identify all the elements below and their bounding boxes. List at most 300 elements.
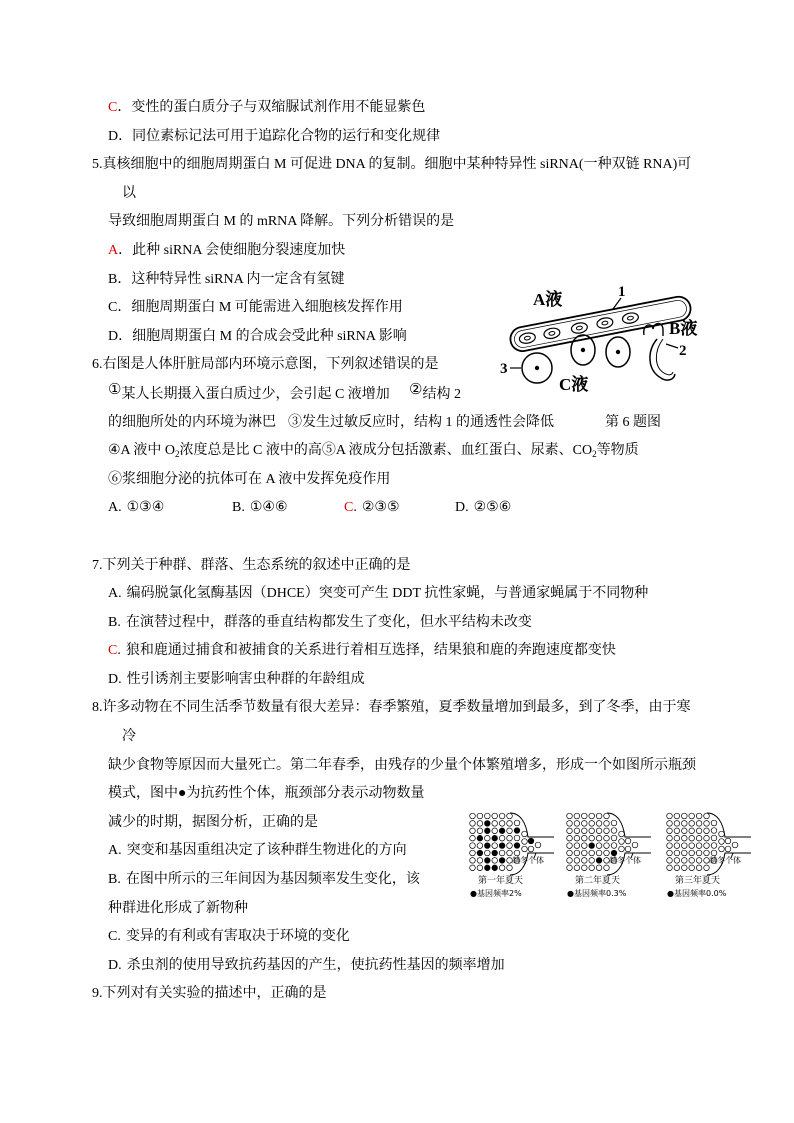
statement-2-start — [409, 380, 461, 410]
individual-dot — [604, 813, 610, 819]
bottleneck-diagram — [468, 812, 554, 876]
option-text: ②③⑤ — [361, 500, 400, 516]
individual-dot — [499, 821, 505, 827]
individual-dot — [682, 865, 688, 871]
individual-dot — [704, 865, 710, 871]
option-text: 变性的蛋白质分子与双缩脲试剂作用不能显紫色 — [131, 100, 426, 115]
individual-dot — [689, 828, 695, 834]
individual-dot — [604, 821, 610, 827]
individual-dot — [667, 865, 673, 871]
statement-5-subscript: 2 — [592, 449, 597, 460]
individual-dot — [674, 813, 680, 819]
individual-dot — [589, 828, 595, 834]
label-a-fluid: A液 — [533, 290, 563, 309]
option-separator: ． — [117, 100, 132, 115]
option-text: 此种 siRNA 会使细胞分裂速度加快 — [132, 242, 346, 258]
individual-dot — [611, 828, 617, 834]
individual-dot — [704, 850, 710, 856]
individual-dot — [682, 813, 688, 819]
option-text: 同位素标记法可用于追踪化合物的运行和变化规律 — [132, 128, 441, 144]
individual-dot — [689, 858, 695, 864]
statement-4-a: ④A 液中 O — [108, 443, 175, 459]
option-separator: . — [117, 929, 121, 945]
bottleneck-diagram — [665, 812, 751, 876]
individual-dot — [499, 835, 505, 841]
individual-dot — [604, 850, 610, 856]
option-letter: D — [455, 500, 466, 516]
individual-dot — [704, 821, 710, 827]
option-separator: . — [117, 643, 121, 659]
individual-dot — [567, 835, 573, 841]
individual-dot — [596, 865, 602, 871]
q6-statements-line-3 — [0, 437, 794, 466]
individual-dot — [477, 828, 483, 834]
option-text: 在图中所示的三年间因为基因频率发生变化，该 — [125, 872, 420, 888]
individual-dot — [696, 850, 702, 856]
option-separator: . — [118, 957, 122, 973]
individual-dot — [567, 850, 573, 856]
individual-dot — [682, 858, 688, 864]
option-letter: D — [108, 328, 119, 344]
q8-option-d — [0, 952, 794, 981]
individual-dot — [507, 850, 513, 856]
resistant-individual-dot — [485, 858, 491, 864]
individual-dot — [492, 821, 498, 827]
individual-dot — [477, 813, 483, 819]
individual-dot — [514, 850, 520, 856]
red-blood-cell — [571, 322, 589, 335]
individual-dot — [477, 865, 483, 871]
individual-dot — [567, 858, 573, 864]
liver-internal-environment-diagram — [498, 282, 698, 397]
individual-dot — [492, 843, 498, 849]
option-letter: B — [108, 872, 118, 888]
individual-dot — [507, 865, 513, 871]
q7-option-d — [0, 666, 794, 695]
individual-dot — [611, 820, 617, 826]
option-letter: C — [108, 100, 118, 115]
q9-stem: 9.下列对有关实验的描述中，正确的是 — [92, 986, 327, 1002]
overwintering-label: 越冬个体 — [709, 856, 741, 865]
individual-dot — [522, 839, 528, 845]
individual-dot — [492, 828, 498, 834]
q5-stem-line-1: 5.真核细胞中的细胞周期蛋白 M 可促进 DNA 的复制。细胞中某种特异性 siRNA(一种双链 RNA)可 — [92, 157, 692, 173]
individual-dot — [725, 838, 731, 844]
q6-option-a — [108, 494, 164, 523]
individual-dot — [470, 828, 476, 834]
individual-dot — [477, 821, 483, 827]
individual-dot — [667, 821, 673, 827]
option-separator: . — [465, 500, 469, 516]
individual-dot — [567, 843, 573, 849]
individual-dot — [704, 835, 710, 841]
individual-dot — [582, 858, 588, 864]
individual-dot — [725, 846, 731, 852]
q6-option-b — [232, 494, 288, 523]
option-letter: D — [108, 957, 119, 973]
option-letter: D — [108, 671, 119, 687]
option-letter: A — [108, 843, 119, 859]
individual-dot — [499, 865, 505, 871]
label-c-fluid: C液 — [559, 375, 589, 394]
option-letter: D — [108, 128, 119, 144]
individual-dot — [674, 843, 680, 849]
cell-nucleus — [616, 350, 620, 354]
individual-dot — [704, 843, 710, 849]
individual-dot — [574, 850, 580, 856]
individual-dot — [589, 850, 595, 856]
option-separator: ． — [117, 271, 132, 287]
individual-dot — [689, 813, 695, 819]
individual-dot — [470, 850, 476, 856]
q6-statements-line-2 — [0, 409, 794, 438]
resistant-individual-dot — [514, 843, 520, 849]
individual-dot — [689, 850, 695, 856]
option-separator: ． — [118, 242, 133, 258]
statement-3: ③发生过敏反应时，结构 1 的通透性会降低 — [288, 414, 554, 430]
option-text: 在演替过程中，群落的垂直结构都发生了变化，但水平结构未改变 — [125, 614, 532, 630]
statement-2-text: 结构 2 — [422, 386, 461, 402]
option-separator: . — [353, 500, 357, 516]
blank-line — [0, 523, 794, 552]
individual-dot — [567, 828, 573, 834]
individual-dot — [667, 850, 673, 856]
q5-option-a — [0, 237, 794, 266]
individual-dot — [567, 813, 573, 819]
q8-option-b-continued: 种群进化形成了新物种 — [108, 900, 248, 916]
individual-dot — [689, 835, 695, 841]
q8-stem-line-4: 模式，图中●为抗药性个体，瓶颈部分表示动物数量 — [108, 786, 425, 802]
option-letter: C — [108, 929, 118, 945]
statement-5-b: 等物质 — [596, 443, 639, 459]
resistant-individual-dot — [492, 865, 498, 871]
resistant-individual-dot — [611, 850, 617, 856]
individual-dot — [696, 813, 702, 819]
individual-dot — [696, 865, 702, 871]
option-separator: . — [118, 671, 122, 687]
individual-dot — [574, 865, 580, 871]
figure-6-caption: 第 6 题图 — [605, 414, 661, 430]
individual-dot — [674, 835, 680, 841]
individual-dot — [696, 835, 702, 841]
option-separator: . — [117, 614, 121, 630]
individual-dot — [682, 850, 688, 856]
resistant-individual-dot — [514, 828, 520, 834]
individual-dot — [582, 821, 588, 827]
red-blood-cell — [596, 317, 614, 330]
red-blood-cell — [622, 312, 640, 325]
q7-option-b — [0, 609, 794, 638]
individual-dot — [582, 828, 588, 834]
individual-dot — [711, 850, 717, 856]
individual-dot — [732, 842, 738, 848]
bottleneck-panel-year-3 — [665, 812, 755, 904]
individual-dot — [596, 835, 602, 841]
individual-dot — [667, 828, 673, 834]
q8-stem-line-3: 缺少食物等原因而大量死亡。第二年春季，由残存的少量个体繁殖增多，形成一个如图所示瓶颈 — [108, 757, 696, 773]
individual-dot — [667, 835, 673, 841]
resistant-individual-dot — [492, 835, 498, 841]
individual-dot — [674, 865, 680, 871]
individual-dot — [492, 813, 498, 819]
individual-dot — [682, 843, 688, 849]
individual-dot — [596, 821, 602, 827]
individual-dot — [696, 828, 702, 834]
q6-option-c — [344, 494, 400, 523]
statement-1-mark: ① — [108, 381, 122, 398]
option-text: 突变和基因重组决定了该种群生物进化的方向 — [126, 843, 407, 859]
label-structure-1: 1 — [618, 284, 626, 300]
summer-label: 第二年夏天 — [575, 876, 621, 886]
option-text: 编码脱氯化氢酶基因（DHCE）突变可产生 DDT 抗性家蝇，与普通家蝇属于不同物种 — [126, 586, 649, 602]
individual-dot — [582, 850, 588, 856]
q8-stem-line-1: 8.许多动物在不同生活季节数量有很大差异：春季繁殖，夏季数量增加到最多，到了冬季，由于寒 — [92, 700, 691, 716]
individual-dot — [477, 858, 483, 864]
gene-frequency-label: ●基因频率2% — [470, 889, 522, 898]
individual-dot — [667, 858, 673, 864]
q7-option-a — [0, 580, 794, 609]
individual-dot — [507, 828, 513, 834]
individual-dot — [574, 843, 580, 849]
individual-dot — [582, 835, 588, 841]
cell-nucleus — [581, 348, 585, 352]
option-letter: C — [108, 300, 118, 316]
individual-dot — [470, 821, 476, 827]
overwintering-label: 越冬个体 — [512, 856, 544, 865]
individual-dot — [696, 858, 702, 864]
resistant-individual-dot — [528, 838, 534, 844]
q8-stem-line-2: 冷 — [122, 729, 136, 745]
individual-dot — [689, 865, 695, 871]
resistant-individual-dot — [485, 821, 491, 827]
individual-dot — [470, 813, 476, 819]
label-structure-3: 3 — [500, 361, 508, 377]
individual-dot — [719, 846, 725, 852]
resistant-individual-dot — [492, 850, 498, 856]
option-text: ①③④ — [126, 500, 165, 516]
statement-4-b: 浓度总是比 C 液中的高 — [179, 443, 322, 459]
statement-5-a: ⑤A 液成分包括激素、血红蛋白、尿素、CO — [321, 443, 593, 459]
resistant-individual-dot — [499, 828, 505, 834]
option-text: ①④⑥ — [249, 500, 288, 516]
individual-dot — [535, 842, 541, 848]
individual-dot — [604, 865, 610, 871]
individual-dot — [507, 843, 513, 849]
resistant-individual-dot — [596, 858, 602, 864]
individual-dot — [696, 843, 702, 849]
option-text: 细胞周期蛋白 M 的合成会受此种 siRNA 影响 — [132, 328, 407, 344]
resistant-individual-dot — [485, 828, 491, 834]
option-letter: B — [108, 271, 118, 287]
individual-dot — [507, 821, 513, 827]
individual-dot — [604, 835, 610, 841]
bottleneck-panel-year-1 — [468, 812, 558, 904]
option-separator: ． — [118, 128, 133, 144]
lymph-vessel-structure-2-inner — [656, 339, 673, 375]
individual-dot — [682, 821, 688, 827]
individual-dot — [596, 813, 602, 819]
label-structure-2: 2 — [679, 343, 687, 359]
individual-dot — [492, 858, 498, 864]
individual-dot — [574, 821, 580, 827]
individual-dot — [604, 843, 610, 849]
individual-dot — [619, 839, 625, 845]
individual-dot — [596, 843, 602, 849]
summer-label: 第一年夏天 — [478, 876, 524, 886]
individual-dot — [611, 843, 617, 849]
individual-dot — [470, 843, 476, 849]
individual-dot — [514, 835, 520, 841]
statement-4-subscript: 2 — [175, 449, 180, 460]
q6-options — [0, 494, 794, 523]
individual-dot — [667, 813, 673, 819]
option-separator: ． — [117, 300, 132, 316]
q7-option-c — [0, 637, 794, 666]
bottleneck-panel-year-2 — [565, 812, 655, 904]
individual-dot — [514, 820, 520, 826]
individual-dot — [704, 828, 710, 834]
q5-stem-line-2: 以 — [122, 185, 136, 201]
individual-dot — [682, 835, 688, 841]
option-text: 这种特异性 siRNA 内一定含有氢键 — [131, 271, 345, 287]
option-letter: A — [108, 586, 119, 602]
bottleneck-diagram — [565, 812, 651, 876]
individual-dot — [499, 813, 505, 819]
red-blood-cell — [543, 327, 561, 340]
q6-stem: 6.右图是人体肝脏局部内环境示意图，下列叙述错误的是 — [92, 357, 439, 373]
individual-dot — [589, 858, 595, 864]
option-text: 变异的有利或有害取决于环境的变化 — [125, 929, 350, 945]
option-letter: C — [344, 500, 354, 516]
individual-dot — [619, 846, 625, 852]
q5-stem-line-3: 导致细胞周期蛋白 M 的 mRNA 降解。下列分析错误的是 — [108, 214, 455, 230]
individual-dot — [589, 813, 595, 819]
q4-option-d — [0, 123, 794, 152]
option-text: 细胞周期蛋白 M 可能需进入细胞核发挥作用 — [131, 300, 403, 316]
resistant-individual-dot — [499, 843, 505, 849]
statement-2-mark: ② — [409, 381, 423, 398]
label-b-fluid: B液 — [669, 319, 698, 338]
individual-dot — [485, 850, 491, 856]
individual-dot — [611, 835, 617, 841]
option-text: 杀虫剂的使用导致抗药基因的产生，使抗药性基因的频率增加 — [126, 957, 505, 973]
resistant-individual-dot — [589, 843, 595, 849]
individual-dot — [470, 835, 476, 841]
individual-dot — [470, 858, 476, 864]
option-separator: . — [118, 586, 122, 602]
individual-dot — [485, 835, 491, 841]
option-separator: . — [118, 843, 122, 859]
individual-dot — [674, 858, 680, 864]
individual-dot — [711, 820, 717, 826]
individual-dot — [499, 850, 505, 856]
individual-dot — [574, 858, 580, 864]
individual-dot — [719, 831, 725, 837]
option-text: 狼和鹿通过捕食和被捕食的关系进行着相互选择，结果狼和鹿的奔跑速度都变快 — [125, 643, 616, 659]
option-letter: B — [108, 614, 118, 630]
overwintering-label: 越冬个体 — [609, 856, 641, 865]
individual-dot — [674, 850, 680, 856]
individual-dot — [522, 831, 528, 837]
statement-2-continued: 的细胞所处的内环境为淋巴 — [108, 414, 276, 430]
individual-dot — [485, 813, 491, 819]
option-letter: C — [108, 643, 118, 659]
summer-label: 第三年夏天 — [675, 876, 721, 886]
individual-dot — [522, 846, 528, 852]
individual-dot — [589, 835, 595, 841]
individual-dot — [528, 846, 534, 852]
gene-frequency-label: ●基因频率0.3% — [567, 889, 627, 898]
individual-dot — [711, 835, 717, 841]
individual-dot — [711, 843, 717, 849]
individual-dot — [689, 821, 695, 827]
gene-frequency-label: ●基因频率0.0% — [667, 889, 727, 898]
red-blood-cell — [519, 332, 537, 345]
option-separator: . — [118, 500, 122, 516]
resistant-individual-dot — [499, 858, 505, 864]
q8-option-c — [0, 923, 794, 952]
individual-dot — [619, 831, 625, 837]
individual-dot — [682, 828, 688, 834]
individual-dot — [625, 838, 631, 844]
option-letter: B — [232, 500, 242, 516]
individual-dot — [574, 828, 580, 834]
individual-dot — [582, 843, 588, 849]
option-separator: ． — [118, 328, 133, 344]
option-separator: . — [241, 500, 245, 516]
individual-dot — [704, 813, 710, 819]
individual-dot — [696, 821, 702, 827]
individual-dot — [596, 828, 602, 834]
individual-dot — [689, 843, 695, 849]
option-text: 性引诱剂主要影响害虫种群的年龄组成 — [126, 671, 365, 687]
individual-dot — [567, 821, 573, 827]
individual-dot — [470, 865, 476, 871]
individual-dot — [574, 813, 580, 819]
individual-dot — [477, 843, 483, 849]
individual-dot — [507, 835, 513, 841]
option-letter: A — [108, 500, 119, 516]
individual-dot — [674, 828, 680, 834]
individual-dot — [596, 850, 602, 856]
individual-dot — [711, 828, 717, 834]
individual-dot — [507, 813, 513, 819]
individual-dot — [589, 821, 595, 827]
q7-stem: 7.下列关于种群、群落、生态系统的叙述中正确的是 — [92, 557, 411, 573]
option-letter: A — [108, 242, 119, 258]
q8-stem-line-5: 减少的时期，据图分析，正确的是 — [108, 814, 318, 830]
individual-dot — [719, 839, 725, 845]
liver-internal-environment-figure — [498, 282, 698, 397]
q6-option-d — [455, 494, 511, 523]
option-separator: . — [117, 872, 121, 888]
individual-dot — [582, 813, 588, 819]
individual-dot — [582, 865, 588, 871]
individual-dot — [674, 821, 680, 827]
q4-option-c — [0, 94, 794, 123]
cell-nucleus — [535, 366, 539, 370]
statement-1-text: 某人长期摄入蛋白质过少，会引起 C 液增加 — [121, 386, 390, 402]
resistant-individual-dot — [477, 835, 483, 841]
individual-dot — [604, 828, 610, 834]
option-text: ②⑤⑥ — [473, 500, 512, 516]
individual-dot — [667, 843, 673, 849]
q6-statement-6: ⑥浆细胞分泌的抗体可在 A 液中发挥免疫作用 — [108, 471, 391, 487]
individual-dot — [574, 835, 580, 841]
individual-dot — [625, 846, 631, 852]
resistant-individual-dot — [485, 843, 491, 849]
resistant-individual-dot — [485, 865, 491, 871]
